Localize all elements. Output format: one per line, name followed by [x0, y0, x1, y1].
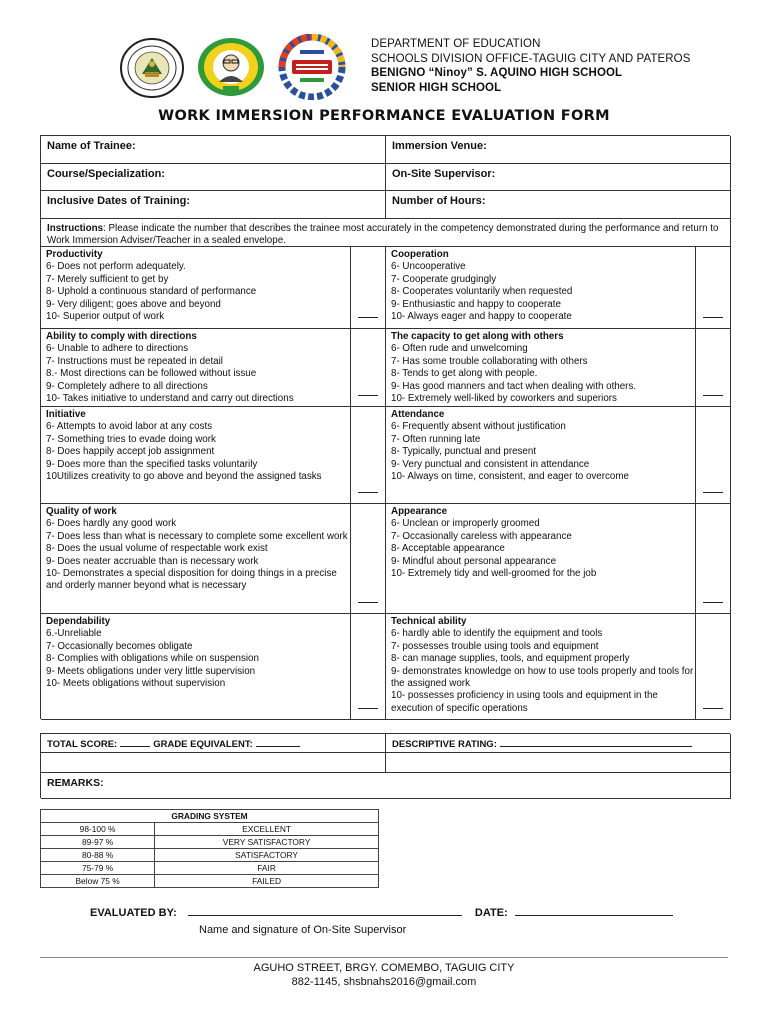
score-blank[interactable]: [703, 602, 723, 603]
criterion-block: [391, 506, 696, 580]
score-blank[interactable]: [358, 602, 378, 603]
date-line[interactable]: [515, 906, 673, 916]
criterion-item: 7- Has some trouble collaborating with others: [391, 355, 588, 367]
criterion-block: [46, 506, 351, 593]
remarks-label: REMARKS:: [47, 777, 104, 789]
trainee-info-table: [40, 135, 730, 218]
criterion-item: 7- Instructions must be repeated in detail: [46, 355, 223, 367]
criterion-item: 6.-Unreliable: [46, 628, 102, 640]
evaluated-by-row: [90, 906, 673, 919]
criterion-cell: [386, 407, 696, 504]
instructions: [47, 223, 727, 248]
criteria-table: [40, 218, 730, 719]
criterion-item: 9- Very diligent; goes above and beyond: [46, 298, 221, 310]
trainee-name-cell[interactable]: [41, 136, 386, 164]
criterion-item: 6- Unable to adhere to directions: [46, 343, 189, 355]
footer-contact: 882-1145, shsbnahs2016@gmail.com: [291, 976, 477, 988]
school-logos: [118, 34, 354, 100]
criterion-item: 9- demonstrates knowledge on how to use tools properly and tools for the assigned work: [391, 665, 694, 690]
grading-rating: VERY SATISFACTORY: [155, 836, 379, 849]
criterion-item: 10- Takes initiative to understand and carry out directions: [46, 393, 294, 405]
criterion-item: 10- Meets obligations without supervision: [46, 678, 226, 690]
form-title: WORK IMMERSION PERFORMANCE EVALUATION FORM: [158, 108, 610, 124]
total-score-label: [47, 738, 303, 750]
criterion-item: 9- Has good manners and tact when dealing with others.: [391, 380, 637, 392]
total-score-text: TOTAL SCORE:: [47, 739, 118, 750]
criterion-title: Productivity: [46, 249, 103, 260]
division-name: SCHOOLS DIVISION OFFICE-TAGUIG CITY AND PATEROS: [371, 52, 691, 65]
criterion-item: 8- can manage supplies, tools, and equipment properly: [391, 653, 630, 665]
criterion-block: [391, 331, 696, 405]
criterion-item: 10- Extremely well-liked by coworkers and superiors: [391, 393, 617, 405]
criterion-item: 8- Complies with obligations while on suspension: [46, 653, 259, 665]
department-name: DEPARTMENT OF EDUCATION: [371, 38, 541, 50]
criterion-item: 10- Demonstrates a special disposition for doing things in a precise and orderly manner beyond what is necessary: [46, 568, 337, 592]
supervisor-cell[interactable]: [386, 164, 731, 191]
grading-header-row: [41, 810, 379, 823]
footer-divider: [40, 957, 728, 958]
grading-row: [41, 862, 379, 875]
score-blank[interactable]: [703, 708, 723, 709]
descriptive-rating-blank[interactable]: [500, 738, 692, 747]
criterion-item: 7- Something tries to evade doing work: [46, 433, 216, 445]
criterion-item: 6- Does hardly any good work: [46, 518, 177, 530]
criterion-title: Initiative: [46, 409, 86, 420]
grading-title: GRADING SYSTEM: [41, 810, 379, 823]
total-score-cell[interactable]: [41, 734, 386, 753]
criterion-item: 10Utilizes creativity to go above and beyond the assigned tasks: [46, 471, 322, 483]
score-cell[interactable]: [696, 614, 731, 720]
criterion-item: 9- Does neater accruable than is necessary work: [46, 555, 259, 567]
descriptive-rating-text: DESCRIPTIVE RATING:: [392, 739, 497, 750]
grading-row: [41, 849, 379, 862]
criterion-cell: [41, 407, 351, 504]
criterion-cell: [41, 504, 351, 614]
criterion-item: 7- possesses trouble using tools and equipment: [391, 640, 599, 652]
training-dates-cell[interactable]: [41, 191, 386, 219]
criterion-cell: [386, 329, 696, 407]
grading-range: 89-97 %: [41, 836, 155, 849]
criterion-cell: [41, 614, 351, 720]
criterion-cell: [41, 329, 351, 407]
criterion-title: Appearance: [391, 506, 448, 517]
score-blank[interactable]: [703, 395, 723, 396]
school-level: SENIOR HIGH SCHOOL: [371, 81, 502, 94]
criterion-item: 9- Mindful about personal appearance: [391, 555, 557, 567]
criterion-item: 8- Tends to get along with people.: [391, 368, 538, 380]
score-cell[interactable]: [351, 614, 386, 720]
grading-rating: EXCELLENT: [155, 823, 379, 836]
criterion-item: 6- Unclean or improperly groomed: [391, 518, 540, 530]
grading-range: Below 75 %: [41, 875, 155, 888]
criterion-title: Ability to comply with directions: [46, 331, 197, 342]
criterion-item: 10- Superior output of work: [46, 311, 165, 323]
summary-blank-right[interactable]: [386, 753, 731, 773]
criterion-item: 8.- Most directions can be followed without issue: [46, 368, 257, 380]
criterion-item: 6- Frequently absent without justification: [391, 421, 566, 433]
criterion-item: 6- Does not perform adequately.: [46, 261, 186, 273]
score-blank[interactable]: [358, 317, 378, 318]
score-cell[interactable]: [696, 329, 731, 407]
grading-range: 75-79 %: [41, 862, 155, 875]
criterion-block: [391, 409, 696, 483]
school-seal-icon: [196, 36, 266, 98]
criterion-item: 7- Often running late: [391, 433, 481, 445]
total-score-blank[interactable]: [120, 738, 150, 747]
signature-caption: Name and signature of On-Site Supervisor: [199, 924, 407, 936]
summary-blank-left[interactable]: [41, 753, 386, 773]
grading-row: [41, 875, 379, 888]
criterion-item: 8- Cooperates voluntarily when requested: [391, 286, 573, 298]
criterion-title: Cooperation: [391, 249, 449, 260]
descriptive-rating-cell[interactable]: [386, 734, 731, 753]
score-cell[interactable]: [351, 407, 386, 504]
criterion-item: 9- Completely adhere to all directions: [46, 380, 208, 392]
score-cell[interactable]: [696, 504, 731, 614]
immersion-venue-cell[interactable]: [386, 136, 731, 164]
footer-address: AGUHO STREET, BRGY. COMEMBO, TAGUIG CITY: [253, 962, 515, 974]
criterion-item: 9- Meets obligations under very little supervision: [46, 665, 256, 677]
shs-gear-logo-icon: [270, 34, 354, 100]
immersion-venue-label: Immersion Venue:: [392, 140, 487, 152]
criterion-item: 6- hardly able to identify the equipment and tools: [391, 628, 603, 640]
criterion-block: [391, 249, 696, 323]
criterion-item: 8- Uphold a continuous standard of performance: [46, 286, 257, 298]
criterion-item: 9- Does more than the specified tasks voluntarily: [46, 458, 258, 470]
criterion-block: [46, 331, 351, 405]
grading-system-table: [40, 809, 379, 888]
criterion-item: 10- possesses proficiency in using tools and equipment in the execution of specific operations: [391, 690, 658, 714]
descriptive-rating-label: [392, 738, 695, 750]
criterion-item: 7- Occasionally careless with appearance: [391, 530, 572, 542]
deped-taguig-seal-icon: [118, 36, 186, 100]
criterion-title: Quality of work: [46, 506, 117, 517]
criterion-item: 8- Does happily accept job assignment: [46, 446, 215, 458]
criterion-item: 6- Uncooperative: [391, 261, 466, 273]
evaluator-signature-line[interactable]: [188, 906, 462, 916]
supervisor-label: On-Site Supervisor:: [392, 168, 496, 180]
score-blank[interactable]: [703, 492, 723, 493]
criterion-title: Dependability: [46, 616, 111, 627]
criterion-item: 9- Enthusiastic and happy to cooperate: [391, 298, 561, 310]
criterion-item: 8- Typically, punctual and present: [391, 446, 537, 458]
grading-range: 80-88 %: [41, 849, 155, 862]
score-blank[interactable]: [703, 317, 723, 318]
score-cell[interactable]: [351, 329, 386, 407]
criterion-item: 6- Often rude and unwelcoming: [391, 343, 528, 355]
summary-table: [40, 733, 730, 798]
criterion-item: 7- Merely sufficient to get by: [46, 273, 169, 285]
criterion-title: Technical ability: [391, 616, 467, 627]
criterion-item: 7- Cooperate grudgingly: [391, 273, 497, 285]
criterion-item: 10- Always eager and happy to cooperate: [391, 311, 572, 323]
grading-row: [41, 836, 379, 849]
criterion-item: 9- Very punctual and consistent in attendance: [391, 458, 590, 470]
score-blank[interactable]: [358, 395, 378, 396]
grade-equivalent-blank[interactable]: [256, 738, 300, 747]
score-blank[interactable]: [358, 708, 378, 709]
trainee-name-label: Name of Trainee:: [47, 140, 136, 152]
criterion-title: The capacity to get along with others: [391, 331, 564, 342]
grading-range: 98-100 %: [41, 823, 155, 836]
criterion-cell: [386, 614, 696, 720]
criterion-cell: [386, 504, 696, 614]
course-label: Course/Specialization:: [47, 168, 165, 180]
score-cell[interactable]: [696, 407, 731, 504]
grading-rating: FAIR: [155, 862, 379, 875]
criterion-item: 7- Occasionally becomes obligate: [46, 640, 193, 652]
grading-rating: FAILED: [155, 875, 379, 888]
school-header: [371, 37, 691, 95]
score-cell[interactable]: [351, 504, 386, 614]
hours-label: Number of Hours:: [392, 195, 486, 207]
grading-row: [41, 823, 379, 836]
hours-cell[interactable]: [386, 191, 731, 219]
criterion-block: [46, 409, 351, 483]
criterion-item: 10- Always on time, consistent, and eager to overcome: [391, 471, 629, 483]
criterion-item: 6- Attempts to avoid labor at any costs: [46, 421, 213, 433]
instructions-label: Instructions: [47, 223, 104, 234]
date-label: DATE:: [474, 907, 508, 919]
criterion-item: 8- Acceptable appearance: [391, 543, 505, 555]
criterion-cell: [386, 247, 696, 329]
instructions-text: : Please indicate the number that describes the trainee most accurately in the competency demonstrated during the performance and return to Work Immersion Adviser/Teacher in a sealed envelope.: [47, 223, 719, 247]
criterion-block: [46, 249, 351, 323]
criterion-item: 8- Does the usual volume of respectable work exist: [46, 543, 268, 555]
remarks-cell[interactable]: [41, 773, 731, 799]
score-blank[interactable]: [358, 492, 378, 493]
score-cell[interactable]: [351, 247, 386, 329]
score-cell[interactable]: [696, 247, 731, 329]
criterion-item: 7- Does less than what is necessary to complete some excellent work: [46, 530, 348, 542]
grade-equivalent-text: GRADE EQUIVALENT:: [153, 739, 253, 750]
training-dates-label: Inclusive Dates of Training:: [47, 195, 191, 207]
criterion-block: [391, 616, 696, 715]
criterion-block: [46, 616, 351, 690]
grading-rating: SATISFACTORY: [155, 849, 379, 862]
criterion-title: Attendance: [391, 409, 445, 420]
evaluated-by-label: EVALUATED BY:: [90, 907, 177, 919]
course-cell[interactable]: [41, 164, 386, 191]
instructions-cell: [41, 219, 731, 247]
criterion-cell: [41, 247, 351, 329]
criterion-item: 10- Extremely tidy and well-groomed for the job: [391, 568, 597, 580]
school-name: BENIGNO “Ninoy” S. AQUINO HIGH SCHOOL: [371, 67, 623, 80]
